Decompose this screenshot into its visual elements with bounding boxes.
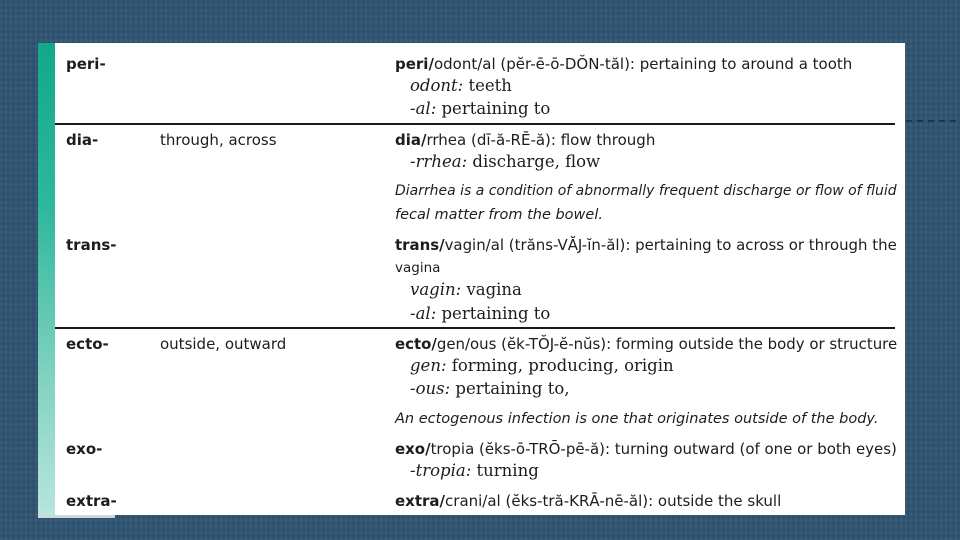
word-part-key: -al: <box>410 304 437 323</box>
prefix-ecto: ecto- <box>66 335 109 353</box>
definition-peri <box>395 55 852 73</box>
word-part-value: discharge, flow <box>472 152 601 171</box>
word-part <box>410 462 539 480</box>
word-part-value: pertaining to <box>441 304 551 323</box>
term-rest: gen/ous (ĕk-TŎJ-ĕ-nŭs): forming outside the body or structure <box>436 335 898 353</box>
word-part-key: odont: <box>410 76 464 95</box>
definition-dia <box>395 131 655 149</box>
word-part-key: vagin: <box>410 280 462 299</box>
word-part <box>410 77 512 95</box>
term-rest: odont/al (pĕr-ē-ō-DŎN-tăl): pertaining to around a tooth <box>433 55 853 73</box>
note-dia-line1: Diarrhea is a condition of abnormally frequent discharge or flow of fluid <box>395 183 897 199</box>
row-divider <box>55 327 895 329</box>
word-part-value: pertaining to <box>441 99 551 118</box>
word-part-value: turning <box>476 461 539 480</box>
definition-trans <box>395 236 897 254</box>
term-rest: crani/al (ĕks-tră-KRĀ-nē-ăl): outside the skull <box>445 492 782 510</box>
word-part-value: pertaining to, <box>455 379 570 398</box>
word-part-key: -rrhea: <box>410 152 468 171</box>
prefix-peri: peri- <box>66 55 106 73</box>
prefix-table-card <box>38 43 905 515</box>
term-bold: peri/ <box>395 55 434 73</box>
word-part <box>410 100 550 118</box>
term-bold: exo/ <box>395 440 431 458</box>
word-part <box>410 153 600 171</box>
term-bold: ecto/ <box>395 335 437 353</box>
term-rest: rrhea (dī-ă-RĒ-ă): flow through <box>426 131 656 149</box>
word-part-key: -ous: <box>410 379 451 398</box>
word-part <box>410 380 570 398</box>
definition-exo <box>395 440 897 458</box>
word-part <box>410 305 550 323</box>
word-part <box>410 281 522 299</box>
prefix-dia: dia- <box>66 131 99 149</box>
meaning-dia: through, across <box>160 131 277 149</box>
term-bold: extra/ <box>395 492 446 510</box>
word-part-value: teeth <box>468 76 512 95</box>
word-part-key: gen: <box>410 356 447 375</box>
term-rest: tropia (ĕks-ō-TRŌ-pē-ă): turning outward (of one or both eyes) <box>430 440 897 458</box>
meaning-ecto: outside, outward <box>160 335 287 353</box>
word-part-value: vagina <box>466 280 522 299</box>
note-ecto: An ectogenous infection is one that originates outside of the body. <box>395 411 879 427</box>
definition-trans-line2: vagina <box>395 260 441 276</box>
word-part-value: forming, producing, origin <box>451 356 674 375</box>
word-part <box>410 357 674 375</box>
row-divider <box>55 123 895 125</box>
word-part-key: -tropia: <box>410 461 472 480</box>
accent-bar <box>38 43 55 515</box>
prefix-exo: exo- <box>66 440 103 458</box>
note-dia-line2: fecal matter from the bowel. <box>395 207 603 223</box>
term-rest: vagin/al (trăns-VĂJ-ĭn-ăl): pertaining to across or through the <box>444 236 897 254</box>
prefix-trans: trans- <box>66 236 117 254</box>
term-bold: trans/ <box>395 236 445 254</box>
word-part-key: -al: <box>410 99 437 118</box>
term-bold: dia/ <box>395 131 427 149</box>
prefix-extra: extra- <box>66 492 117 510</box>
definition-ecto <box>395 335 897 353</box>
definition-extra <box>395 492 781 510</box>
decorative-dash-line <box>906 120 956 122</box>
